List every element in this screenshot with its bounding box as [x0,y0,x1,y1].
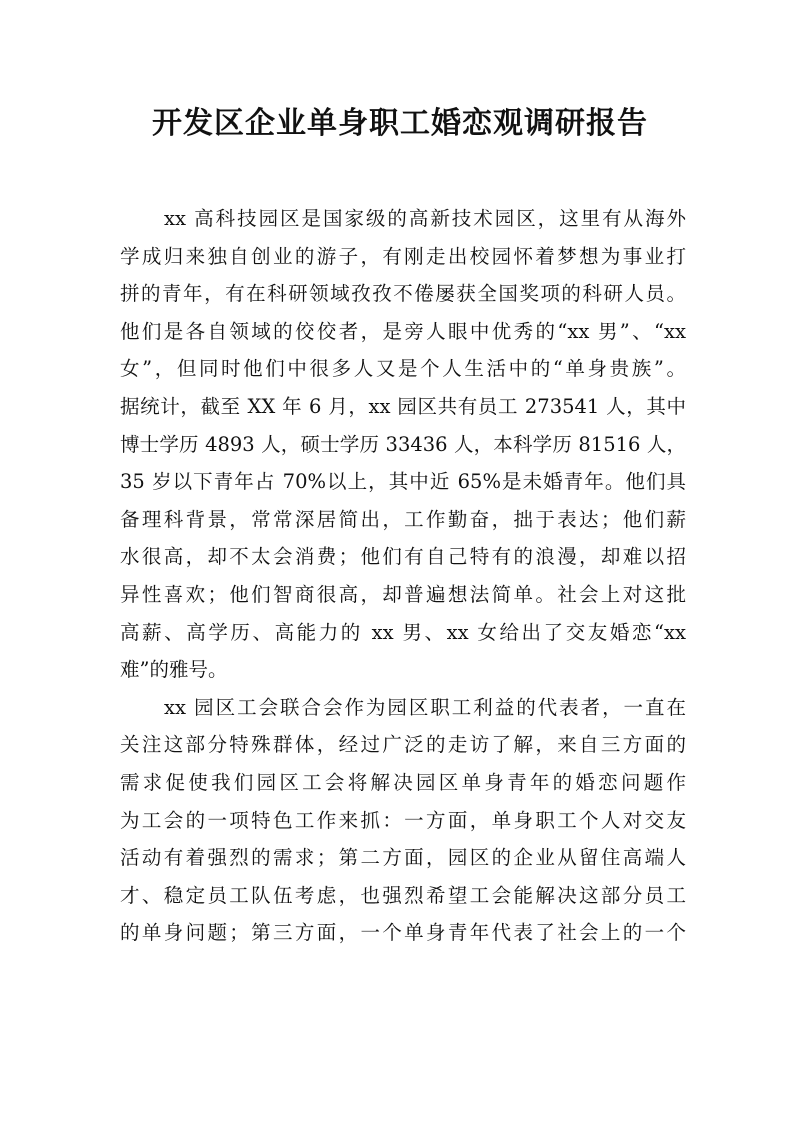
body-line: 难”的雅号。 [120,658,228,682]
body-line: 女”，但同时他们中很多人又是个人生活中的“单身贵族”。 [120,357,686,381]
body-line: 才、稳定员工队伍考虑，也强烈希望工会能解决这部分员工 [120,883,686,907]
document-title: 开发区企业单身职工婚恋观调研报告 [152,106,648,141]
body-line: 为工会的一项特色工作来抓：一方面，单身职工个人对交友 [120,808,686,832]
body-line: 水很高，却不太会消费；他们有自己特有的浪漫，却难以招 [120,545,686,569]
body-line: 35 岁以下青年占 70%以上，其中近 65%是未婚青年。他们具 [120,470,686,494]
body-line: 拼的青年，有在科研领域孜孜不倦屡获全国奖项的科研人员。 [120,282,686,306]
body-line: 备理科背景，常常深居简出，工作勤奋，拙于表达；他们薪 [120,507,686,531]
body-line: 活动有着强烈的需求；第二方面，园区的企业从留住高端人 [120,846,686,870]
body-line: 的单身问题；第三方面，一个单身青年代表了社会上的一个 [120,921,686,945]
body-line: 博士学历 4893 人，硕士学历 33436 人，本科学历 81516 人， [120,432,686,456]
body-line: xx 园区工会联合会作为园区职工利益的代表者，一直在 [164,695,686,719]
body-line: 他们是各自领域的佼佼者，是旁人眼中优秀的“xx 男”、“xx [120,319,686,343]
body-line: 关注这部分特殊群体，经过广泛的走访了解，来自三方面的 [120,733,686,757]
document-body [120,200,686,952]
body-line: 异性喜欢；他们智商很高，却普遍想法简单。社会上对这批 [120,582,686,606]
body-line: 高薪、高学历、高能力的 xx 男、xx 女给出了交友婚恋“xx [120,620,686,644]
body-line: 需求促使我们园区工会将解决园区单身青年的婚恋问题作 [120,770,686,794]
body-line: xx 高科技园区是国家级的高新技术园区，这里有从海外 [164,207,686,230]
body-line: 学成归来独自创业的游子，有刚走出校园怀着梦想为事业打 [120,244,686,268]
body-line: 据统计，截至 XX 年 6 月，xx 园区共有员工 273541 人，其中 [120,394,686,418]
